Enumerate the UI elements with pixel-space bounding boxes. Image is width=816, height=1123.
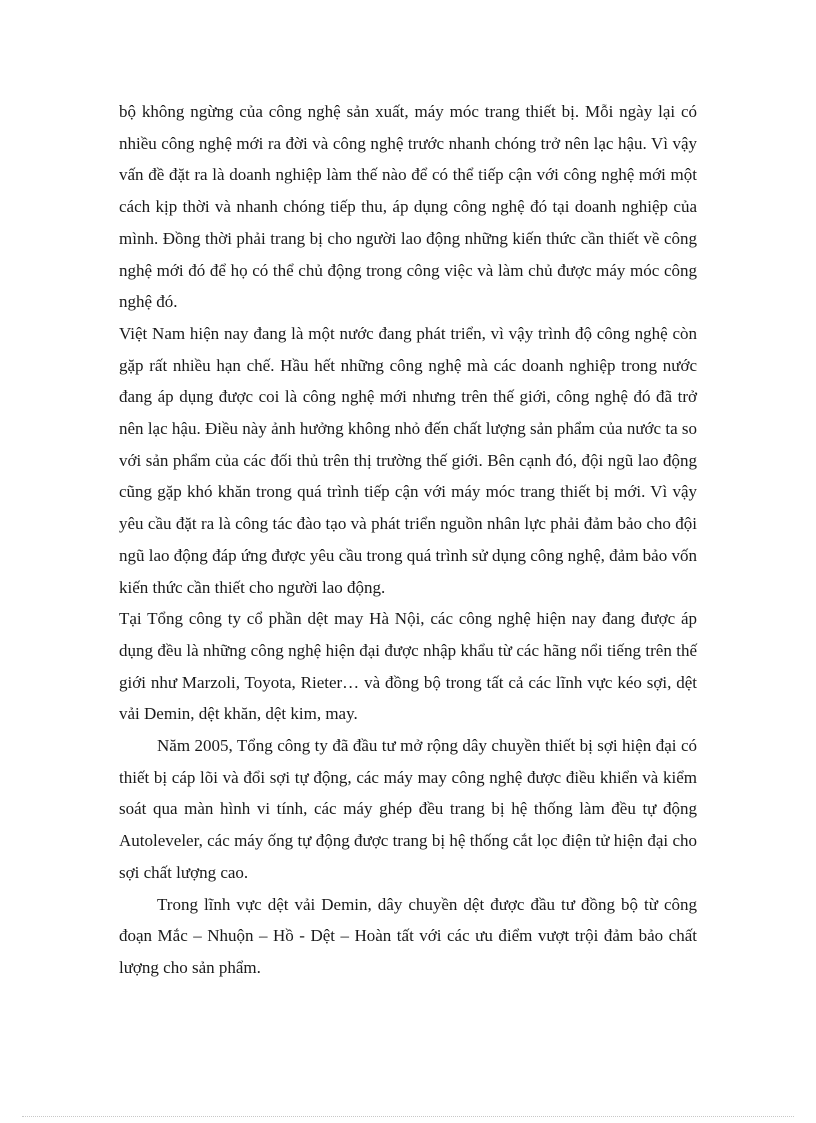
page-bottom-divider xyxy=(22,1116,794,1117)
paragraph-vietnam-technology: Việt Nam hiện nay đang là một nước đang phát triển, vì vậy trình độ công nghệ còn gặp rất nhiều hạn chế. Hầu hết những công nghệ mà các doanh nghiệp trong nước đang áp dụng được coi là công nghệ mới nhưng trên thế giới, công nghệ đó đã trở nên lạc hậu. Điều này ảnh hưởng không nhỏ đến chất lượng sản phẩm của nước ta so với sản phẩm của các đối thủ trên thị trường thế giới. Bên cạnh đó, đội ngũ lao động cũng gặp khó khăn trong quá trình tiếp cận với máy móc trang thiết bị mới. Vì vậy yêu cầu đặt ra là công tác đào tạo và phát triển nguồn nhân lực phải đảm bảo cho đội ngũ lao động đáp ứng được yêu cầu trong quá trình sử dụng công nghệ, đảm bảo vốn kiến thức cần thiết cho người lao động. xyxy=(119,323,697,597)
paragraph-2005-investment: Năm 2005, Tổng công ty đã đầu tư mở rộng dây chuyền thiết bị sợi hiện đại có thiết bị cáp lõi và đổi sợi tự động, các máy may công nghệ được điều khiển và kiểm soát qua màn hình vi tính, các máy ghép đều trang bị hệ thống làm đều tự động Autoleveler, các máy ống tự động được trang bị hệ thống cắt lọc điện tử hiện đại cho sợi chất lượng cao. xyxy=(119,736,697,882)
paragraph-hanosimex-technology: Tại Tổng công ty cổ phần dệt may Hà Nội, các công nghệ hiện nay đang được áp dụng đều là những công nghệ hiện đại được nhập khẩu từ các hãng nổi tiếng trên thế giới như Marzoli, Toyota, Rieter… và đồng bộ trong tất cả các lĩnh vực kéo sợi, dệt vải Demin, dệt khăn, dệt kim, may. xyxy=(119,609,697,724)
paragraph-demin-weaving: Trong lĩnh vực dệt vải Demin, dây chuyền dệt được đầu tư đồng bộ từ công đoạn Mắc – Nhuộn – Hồ - Dệt – Hoàn tất với các ưu điểm vượt trội đảm bảo chất lượng cho sản phẩm. xyxy=(119,894,697,977)
paragraph-technology-change: bộ không ngừng của công nghệ sản xuất, máy móc trang thiết bị. Mỗi ngày lại có nhiều công nghệ mới ra đời và công nghệ trước nhanh chóng trở nên lạc hậu. Vì vậy vấn đề đặt ra là doanh nghiệp làm thế nào để có thể tiếp cận với công nghệ mới một cách kịp thời và nhanh chóng tiếp thu, áp dụng công nghệ đó tại doanh nghiệp của mình. Đồng thời phải trang bị cho người lao động những kiến thức cần thiết về công nghệ mới đó để họ có thể chủ động trong công việc và làm chủ được máy móc công nghệ đó. xyxy=(119,102,697,312)
document-page xyxy=(119,96,697,984)
